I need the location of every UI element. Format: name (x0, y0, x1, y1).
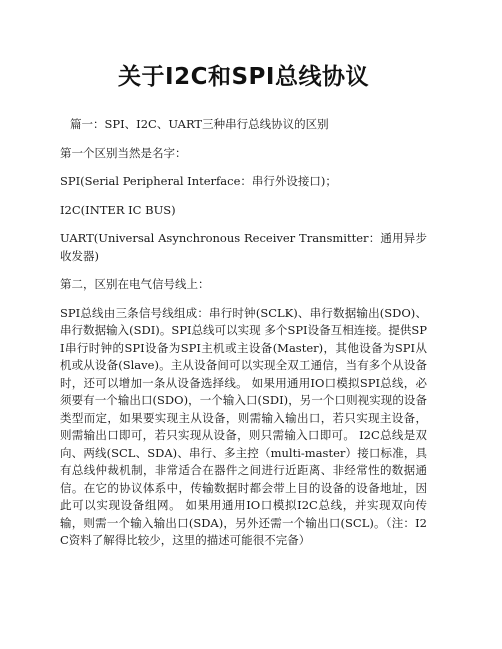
document-title: 关于I2C和SPI总线协议 (118, 64, 369, 90)
paragraph: I2C(INTER IC BUS) (60, 202, 176, 217)
paragraph: SPI(Serial Peripheral Interface：串行外设接口)； (60, 174, 337, 188)
paragraph: 第二，区别在电气信号线上： (60, 277, 210, 291)
paragraph-heading: 篇一：SPI、I2C、UART三种串行总线协议的区别 (70, 117, 329, 131)
paragraph: 第一个区别当然是名字： (60, 145, 187, 160)
paragraph: UART(Universal Asynchronous Receiver Transmitter：通用异步收发器) (60, 231, 427, 263)
paragraph: SPI总线由三条信号线组成：串行时钟(SCLK)、串行数据输出(SDO)、串行数据输入(SDI)。SPI总线可以实现 多个SPI设备互相连接。提供SPI串行时钟的SPI设备为SPI主机或主设备(Master)，其他设备为SPI从机或从设备(Slave)。主从设备间可以实现全双工通信，当有多个从设备时，还可以增加一条从设备选择线。 如果用通用IO口模拟SPI总线，必须要有一个输出口(SDO)，一个输入口(SDI)，另一个口则视实现的设备类型而定，如果要实现主从设备，则需输入输出口，若只实现主设备，则需输出口即可，若只实现从设备，则只需输入口即可。 I2C总线是双向、两线(SCL、SDA)、串行、多主控（multi-master）接口标准，具有总线仲裁机制，非常适合在器件之间进行近距离、非经常性的数据通信。在它的协议体系中，传输数据时都会带上目的设备的设备地址，因此可以实现设备组网。 如果用通用IO口模拟I2C总线，并实现双向传输，则需一个输入输出口(SDA)，另外还需一个输出口(SCL)。（注：I2C资料了解得比较少，这里的描述可能很不完备） (60, 305, 427, 547)
document-body (60, 116, 427, 550)
